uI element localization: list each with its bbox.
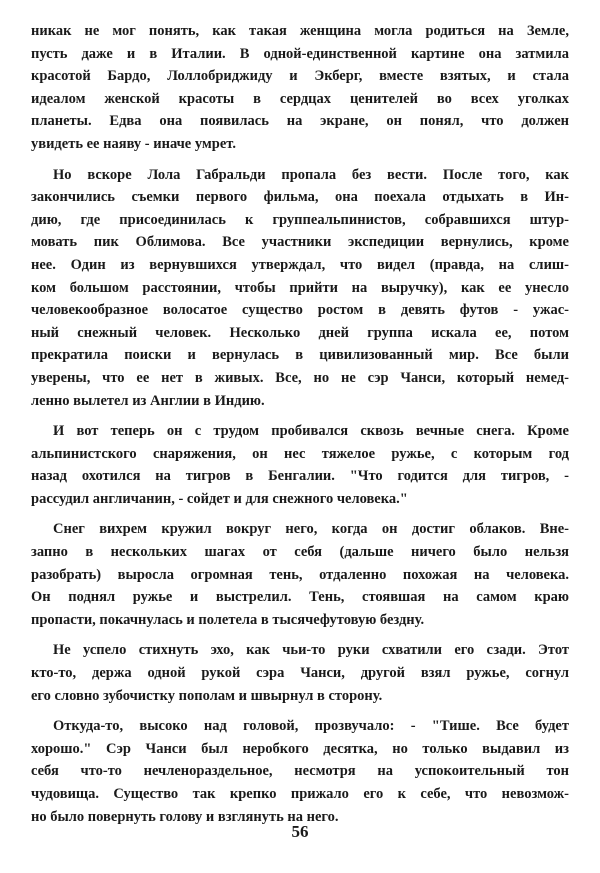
paragraph-1	[31, 20, 569, 156]
page-body	[31, 20, 569, 836]
text-line: ленно вылетел из Англии в Индию.	[31, 392, 265, 409]
text-line: рассудил англичанин, - сойдет и для снежного человека."	[31, 490, 408, 507]
text-line: И вот теперь он с трудом пробивался сквозь вечные снега. Кроме	[53, 423, 569, 440]
text-line: альпинистского снаряжения, он нес тяжелое ружье, с которым год	[31, 445, 569, 462]
text-line: ный снежный человек. Несколько дней группа искала ее, потом	[31, 324, 569, 341]
text-line: чудовища. Существо так крепко прижало его к себе, что невозмож-	[31, 786, 569, 802]
paragraph-6	[31, 715, 569, 828]
text-line: Снег вихрем кружил вокруг него, когда он достиг облаков. Вне-	[53, 521, 569, 538]
text-line: закончились съемки первого фильма, она поехала отдыхать в Ин-	[31, 189, 569, 206]
text-line: кто-то, держа одной рукой сэра Чанси, другой взял ружье, согнул	[31, 665, 569, 682]
text-line: мовать пик Облимова. Все участники экспедиции вернулись, кроме	[31, 234, 569, 251]
text-line: уверены, что ее нет в живых. Все, но не сэр Чанси, который немед-	[31, 369, 569, 386]
text-line: дию, где присоединилась к группеальпинистов, собравшихся штур-	[31, 211, 569, 228]
paragraph-5	[31, 639, 569, 707]
text-line: идеалом женской красоты в сердцах ценителей во всех уголках	[31, 90, 569, 107]
page-number: 56	[291, 822, 309, 841]
paragraph-3	[31, 420, 569, 510]
text-line: человекообразное волосатое существо ростом в девять футов - ужас-	[31, 302, 569, 319]
text-line: назад охотился на тигров в Бенгалии. "Что годится для тигров, -	[31, 468, 569, 485]
text-line: Он поднял ружье и выстрелил. Тень, стоявшая на самом краю	[31, 589, 569, 606]
text-line: пусть даже и в Италии. В одной-единственной картине она затмила	[31, 45, 569, 62]
text-line: но было повернуть голову и взглянуть на него.	[31, 808, 339, 825]
text-line: пропасти, покачнулась и полетела в тысячефутовую бездну.	[31, 611, 425, 628]
text-line: планеты. Едва она появилась на экране, он понял, что должен	[31, 113, 569, 130]
text-line: нее. Один из вернувшихся утверждал, что видел (правда, на слиш-	[31, 256, 569, 273]
paragraph-4	[31, 518, 569, 631]
text-line: Откуда-то, высоко над головой, прозвучало: - "Тише. Все будет	[53, 718, 569, 735]
text-line: ком большом расстоянии, чтобы прийти на выручку), как ее унесло	[31, 279, 569, 296]
text-line: никак не мог понять, как такая женщина могла родиться на Земле,	[31, 23, 569, 39]
text-line: увидеть ее наяву - иначе умрет.	[31, 135, 236, 152]
text-line: запно в нескольких шагах от себя (дальше ничего было нельзя	[31, 544, 569, 561]
text-line: Не успело стихнуть эхо, как чьи-то руки схватили его сзади. Этот	[53, 642, 569, 659]
text-line: его словно зубочистку пополам и швырнул в сторону.	[31, 687, 383, 704]
text-line: разобрать) выросла огромная тень, отдаленно похожая на человека.	[31, 566, 569, 583]
text-line: Но вскоре Лола Габральди пропала без вести. После того, как	[53, 166, 569, 183]
text-line: хорошо." Сэр Чанси был неробкого десятка, но только выдавил из	[31, 740, 569, 757]
text-line: красотой Бардо, Лоллобриджиду и Экберг, вместе взятых, и стала	[31, 68, 569, 85]
text-line: себя что-то нечленораздельное, несмотря на успокоительный тон	[31, 763, 569, 780]
text-line: прекратила поиски и вернулась в цивилизованный мир. Все были	[31, 347, 569, 364]
paragraph-2	[31, 164, 569, 413]
